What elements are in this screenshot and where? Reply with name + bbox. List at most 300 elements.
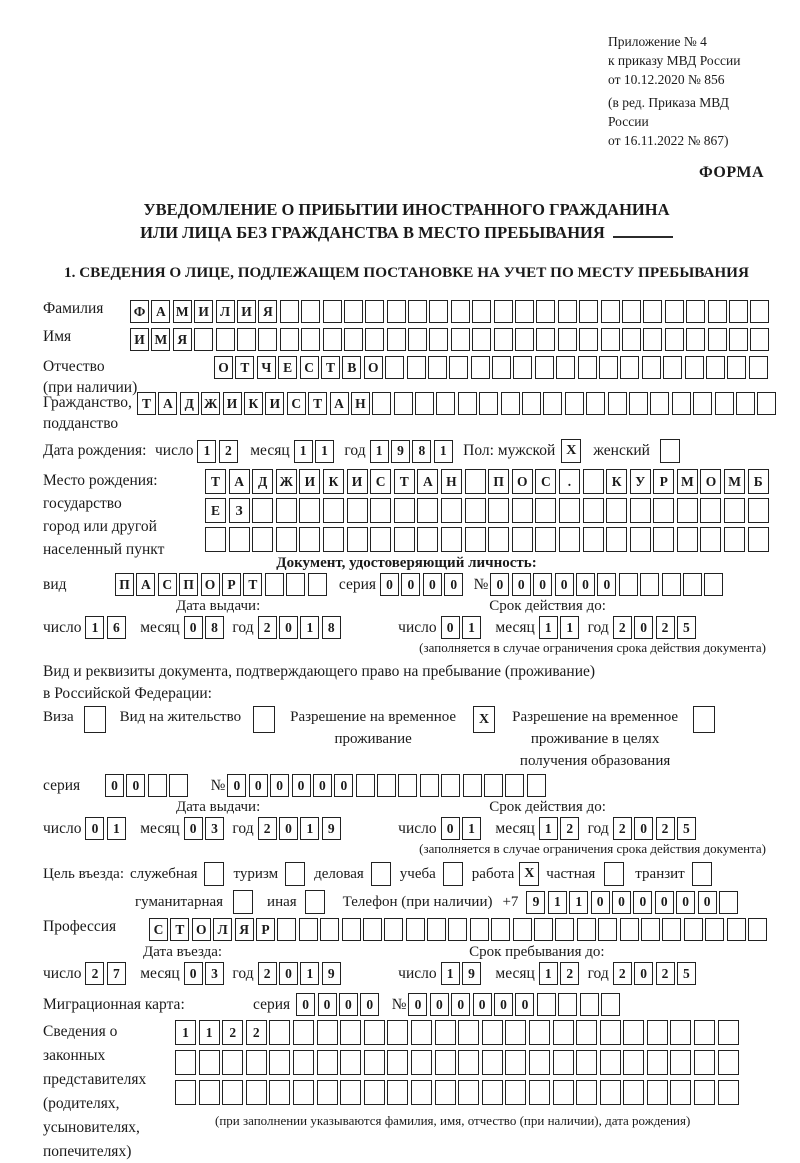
char-cell[interactable] <box>505 1020 526 1045</box>
char-cell[interactable]: 5 <box>677 616 696 639</box>
char-cell[interactable]: 0 <box>533 573 552 596</box>
char-cell[interactable] <box>643 328 662 351</box>
char-cell[interactable] <box>662 918 681 941</box>
char-cell[interactable] <box>535 527 556 552</box>
char-cell[interactable] <box>556 356 575 379</box>
char-cell[interactable] <box>377 774 396 797</box>
purpose-other-checkbox[interactable] <box>305 890 325 914</box>
char-cell[interactable] <box>269 1050 290 1075</box>
char-cell[interactable] <box>252 498 273 523</box>
char-cell[interactable]: 0 <box>634 616 653 639</box>
char-cell[interactable] <box>543 392 562 415</box>
char-cell[interactable] <box>647 1080 668 1105</box>
char-cell[interactable] <box>342 918 361 941</box>
char-cell[interactable] <box>665 300 684 323</box>
char-cell[interactable] <box>558 300 577 323</box>
char-cell[interactable] <box>435 1050 456 1075</box>
female-checkbox[interactable] <box>660 439 680 463</box>
char-cell[interactable]: А <box>151 300 170 323</box>
char-cell[interactable] <box>501 392 520 415</box>
char-cell[interactable] <box>482 1080 503 1105</box>
char-cell[interactable] <box>515 300 534 323</box>
char-cell[interactable] <box>323 527 344 552</box>
char-cell[interactable]: 1 <box>462 616 481 639</box>
char-cell[interactable] <box>317 1080 338 1105</box>
char-cell[interactable]: С <box>158 573 177 596</box>
char-cell[interactable] <box>492 356 511 379</box>
char-cell[interactable] <box>435 1020 456 1045</box>
char-cell[interactable] <box>286 573 305 596</box>
char-cell[interactable]: 0 <box>279 616 298 639</box>
char-cell[interactable] <box>576 1020 597 1045</box>
char-cell[interactable]: В <box>342 356 361 379</box>
char-cell[interactable] <box>293 1080 314 1105</box>
char-cell[interactable] <box>471 356 490 379</box>
char-cell[interactable] <box>505 1050 526 1075</box>
char-cell[interactable]: А <box>158 392 177 415</box>
char-cell[interactable]: 2 <box>656 962 675 985</box>
char-cell[interactable] <box>482 1050 503 1075</box>
char-cell[interactable] <box>694 1080 715 1105</box>
char-cell[interactable]: С <box>300 356 319 379</box>
char-cell[interactable] <box>583 527 604 552</box>
char-cell[interactable]: 1 <box>548 891 567 914</box>
char-cell[interactable]: 0 <box>676 891 695 914</box>
char-cell[interactable]: 1 <box>175 1020 196 1045</box>
char-cell[interactable]: С <box>287 392 306 415</box>
char-cell[interactable]: О <box>192 918 211 941</box>
char-cell[interactable] <box>718 1050 739 1075</box>
char-cell[interactable]: К <box>606 469 627 494</box>
char-cell[interactable] <box>536 300 555 323</box>
purpose-work-checkbox[interactable]: X <box>519 862 539 886</box>
purpose-private-checkbox[interactable] <box>604 862 624 886</box>
male-checkbox[interactable]: X <box>561 439 581 463</box>
char-cell[interactable]: 1 <box>294 440 313 463</box>
char-cell[interactable] <box>429 328 448 351</box>
char-cell[interactable] <box>417 498 438 523</box>
char-cell[interactable] <box>205 527 226 552</box>
char-cell[interactable] <box>694 1020 715 1045</box>
char-cell[interactable]: 1 <box>197 440 216 463</box>
char-cell[interactable]: 1 <box>539 817 558 840</box>
char-cell[interactable] <box>299 527 320 552</box>
char-cell[interactable] <box>449 356 468 379</box>
char-cell[interactable]: Н <box>351 392 370 415</box>
char-cell[interactable]: А <box>417 469 438 494</box>
char-cell[interactable]: И <box>347 469 368 494</box>
char-cell[interactable] <box>340 1050 361 1075</box>
char-cell[interactable] <box>559 498 580 523</box>
char-cell[interactable]: Н <box>441 469 462 494</box>
char-cell[interactable]: 0 <box>441 817 460 840</box>
char-cell[interactable]: П <box>115 573 134 596</box>
char-cell[interactable]: 1 <box>370 440 389 463</box>
char-cell[interactable]: К <box>244 392 263 415</box>
char-cell[interactable] <box>494 328 513 351</box>
char-cell[interactable]: 0 <box>597 573 616 596</box>
char-cell[interactable] <box>757 392 776 415</box>
char-cell[interactable] <box>694 1050 715 1075</box>
char-cell[interactable] <box>553 1050 574 1075</box>
char-cell[interactable]: 0 <box>423 573 442 596</box>
char-cell[interactable]: 1 <box>560 616 579 639</box>
char-cell[interactable] <box>727 356 746 379</box>
char-cell[interactable] <box>750 328 769 351</box>
char-cell[interactable]: Р <box>256 918 275 941</box>
char-cell[interactable] <box>578 356 597 379</box>
char-cell[interactable] <box>347 498 368 523</box>
char-cell[interactable]: 1 <box>300 817 319 840</box>
char-cell[interactable] <box>387 300 406 323</box>
char-cell[interactable] <box>685 356 704 379</box>
char-cell[interactable] <box>258 328 277 351</box>
char-cell[interactable] <box>650 392 669 415</box>
char-cell[interactable] <box>458 1050 479 1075</box>
char-cell[interactable]: 1 <box>300 616 319 639</box>
char-cell[interactable]: 2 <box>613 817 632 840</box>
temp-residence-edu-checkbox[interactable] <box>693 706 715 733</box>
char-cell[interactable]: 0 <box>634 962 653 985</box>
char-cell[interactable] <box>672 392 691 415</box>
char-cell[interactable] <box>317 1020 338 1045</box>
char-cell[interactable] <box>441 774 460 797</box>
char-cell[interactable]: 1 <box>300 962 319 985</box>
char-cell[interactable] <box>522 392 541 415</box>
char-cell[interactable] <box>494 300 513 323</box>
char-cell[interactable] <box>724 498 745 523</box>
char-cell[interactable]: И <box>130 328 149 351</box>
char-cell[interactable] <box>276 498 297 523</box>
char-cell[interactable]: 6 <box>107 616 126 639</box>
char-cell[interactable]: А <box>136 573 155 596</box>
char-cell[interactable]: 0 <box>270 774 289 797</box>
char-cell[interactable] <box>317 1050 338 1075</box>
char-cell[interactable]: 2 <box>258 616 277 639</box>
char-cell[interactable] <box>301 328 320 351</box>
char-cell[interactable] <box>252 527 273 552</box>
char-cell[interactable] <box>491 918 510 941</box>
char-cell[interactable] <box>488 527 509 552</box>
char-cell[interactable] <box>411 1020 432 1045</box>
char-cell[interactable]: Р <box>653 469 674 494</box>
char-cell[interactable] <box>606 498 627 523</box>
char-cell[interactable]: 2 <box>560 962 579 985</box>
char-cell[interactable] <box>408 300 427 323</box>
char-cell[interactable] <box>718 1080 739 1105</box>
char-cell[interactable] <box>600 1080 621 1105</box>
char-cell[interactable] <box>750 300 769 323</box>
char-cell[interactable] <box>370 498 391 523</box>
char-cell[interactable] <box>465 498 486 523</box>
char-cell[interactable] <box>600 1020 621 1045</box>
char-cell[interactable] <box>529 1020 550 1045</box>
char-cell[interactable]: 0 <box>126 774 145 797</box>
char-cell[interactable] <box>620 356 639 379</box>
char-cell[interactable] <box>420 774 439 797</box>
char-cell[interactable]: 2 <box>560 817 579 840</box>
char-cell[interactable]: 8 <box>205 616 224 639</box>
char-cell[interactable] <box>577 918 596 941</box>
char-cell[interactable] <box>269 1020 290 1045</box>
char-cell[interactable] <box>647 1020 668 1045</box>
char-cell[interactable] <box>394 392 413 415</box>
char-cell[interactable]: 0 <box>339 993 358 1016</box>
char-cell[interactable]: . <box>559 469 580 494</box>
char-cell[interactable]: 2 <box>258 817 277 840</box>
char-cell[interactable] <box>407 356 426 379</box>
char-cell[interactable]: С <box>149 918 168 941</box>
char-cell[interactable]: 0 <box>655 891 674 914</box>
char-cell[interactable] <box>384 918 403 941</box>
char-cell[interactable] <box>387 1080 408 1105</box>
char-cell[interactable] <box>435 1080 456 1105</box>
char-cell[interactable] <box>677 527 698 552</box>
char-cell[interactable] <box>394 527 415 552</box>
char-cell[interactable] <box>299 498 320 523</box>
char-cell[interactable] <box>729 328 748 351</box>
char-cell[interactable] <box>222 1080 243 1105</box>
char-cell[interactable] <box>534 918 553 941</box>
char-cell[interactable] <box>729 300 748 323</box>
char-cell[interactable] <box>719 891 738 914</box>
char-cell[interactable]: Т <box>235 356 254 379</box>
char-cell[interactable] <box>600 1050 621 1075</box>
char-cell[interactable] <box>465 469 486 494</box>
char-cell[interactable]: Д <box>180 392 199 415</box>
char-cell[interactable]: 0 <box>515 993 534 1016</box>
char-cell[interactable] <box>458 1080 479 1105</box>
char-cell[interactable] <box>398 774 417 797</box>
char-cell[interactable] <box>706 356 725 379</box>
char-cell[interactable] <box>411 1080 432 1105</box>
char-cell[interactable] <box>662 573 681 596</box>
char-cell[interactable]: 0 <box>85 817 104 840</box>
char-cell[interactable] <box>529 1080 550 1105</box>
char-cell[interactable]: 1 <box>569 891 588 914</box>
char-cell[interactable]: 0 <box>444 573 463 596</box>
char-cell[interactable] <box>641 918 660 941</box>
char-cell[interactable] <box>246 1050 267 1075</box>
char-cell[interactable] <box>700 498 721 523</box>
char-cell[interactable]: 1 <box>107 817 126 840</box>
char-cell[interactable]: 0 <box>296 993 315 1016</box>
char-cell[interactable]: 0 <box>490 573 509 596</box>
char-cell[interactable]: 0 <box>318 993 337 1016</box>
char-cell[interactable]: А <box>330 392 349 415</box>
char-cell[interactable] <box>598 918 617 941</box>
char-cell[interactable] <box>347 527 368 552</box>
char-cell[interactable]: 0 <box>451 993 470 1016</box>
char-cell[interactable] <box>583 498 604 523</box>
char-cell[interactable] <box>441 498 462 523</box>
char-cell[interactable] <box>559 527 580 552</box>
char-cell[interactable]: 0 <box>334 774 353 797</box>
char-cell[interactable] <box>465 527 486 552</box>
char-cell[interactable]: Я <box>235 918 254 941</box>
char-cell[interactable]: Я <box>258 300 277 323</box>
char-cell[interactable] <box>535 356 554 379</box>
char-cell[interactable]: Ж <box>276 469 297 494</box>
char-cell[interactable]: Т <box>308 392 327 415</box>
char-cell[interactable] <box>269 1080 290 1105</box>
char-cell[interactable] <box>364 1050 385 1075</box>
char-cell[interactable] <box>535 498 556 523</box>
char-cell[interactable] <box>246 1080 267 1105</box>
char-cell[interactable] <box>727 918 746 941</box>
char-cell[interactable]: 0 <box>512 573 531 596</box>
char-cell[interactable]: 0 <box>105 774 124 797</box>
purpose-transit-checkbox[interactable] <box>692 862 712 886</box>
temp-residence-checkbox[interactable]: X <box>473 706 495 733</box>
char-cell[interactable]: 0 <box>633 891 652 914</box>
char-cell[interactable] <box>293 1020 314 1045</box>
char-cell[interactable] <box>580 993 599 1016</box>
char-cell[interactable] <box>622 328 641 351</box>
char-cell[interactable] <box>320 918 339 941</box>
char-cell[interactable]: И <box>299 469 320 494</box>
char-cell[interactable] <box>199 1050 220 1075</box>
char-cell[interactable] <box>448 918 467 941</box>
char-cell[interactable]: Т <box>205 469 226 494</box>
char-cell[interactable]: 9 <box>462 962 481 985</box>
char-cell[interactable] <box>387 1020 408 1045</box>
char-cell[interactable]: 0 <box>279 817 298 840</box>
char-cell[interactable] <box>505 774 524 797</box>
char-cell[interactable] <box>148 774 167 797</box>
char-cell[interactable] <box>470 918 489 941</box>
char-cell[interactable]: 9 <box>391 440 410 463</box>
visa-checkbox[interactable] <box>84 706 106 733</box>
char-cell[interactable]: О <box>214 356 233 379</box>
residence-permit-checkbox[interactable] <box>253 706 275 733</box>
char-cell[interactable] <box>387 328 406 351</box>
char-cell[interactable]: Т <box>137 392 156 415</box>
char-cell[interactable]: 0 <box>313 774 332 797</box>
char-cell[interactable]: 2 <box>613 616 632 639</box>
char-cell[interactable]: Я <box>173 328 192 351</box>
purpose-business-checkbox[interactable] <box>371 862 391 886</box>
char-cell[interactable] <box>415 392 434 415</box>
char-cell[interactable]: 0 <box>292 774 311 797</box>
char-cell[interactable]: 0 <box>698 891 717 914</box>
char-cell[interactable] <box>417 527 438 552</box>
char-cell[interactable] <box>653 527 674 552</box>
char-cell[interactable] <box>693 392 712 415</box>
char-cell[interactable] <box>199 1080 220 1105</box>
char-cell[interactable] <box>619 573 638 596</box>
char-cell[interactable] <box>512 498 533 523</box>
char-cell[interactable] <box>428 356 447 379</box>
char-cell[interactable]: 0 <box>380 573 399 596</box>
char-cell[interactable] <box>515 328 534 351</box>
char-cell[interactable]: Ф <box>130 300 149 323</box>
char-cell[interactable] <box>704 573 723 596</box>
char-cell[interactable]: 2 <box>219 440 238 463</box>
char-cell[interactable] <box>484 774 503 797</box>
purpose-tourism-checkbox[interactable] <box>285 862 305 886</box>
char-cell[interactable]: 9 <box>526 891 545 914</box>
char-cell[interactable]: Е <box>205 498 226 523</box>
char-cell[interactable] <box>683 573 702 596</box>
char-cell[interactable]: 1 <box>85 616 104 639</box>
char-cell[interactable] <box>748 498 769 523</box>
char-cell[interactable] <box>406 918 425 941</box>
purpose-study-checkbox[interactable] <box>443 862 463 886</box>
char-cell[interactable]: 2 <box>222 1020 243 1045</box>
char-cell[interactable]: 0 <box>441 616 460 639</box>
char-cell[interactable]: С <box>535 469 556 494</box>
char-cell[interactable]: 8 <box>322 616 341 639</box>
char-cell[interactable] <box>708 328 727 351</box>
char-cell[interactable]: П <box>179 573 198 596</box>
char-cell[interactable] <box>277 918 296 941</box>
char-cell[interactable] <box>479 392 498 415</box>
char-cell[interactable] <box>653 498 674 523</box>
char-cell[interactable]: 1 <box>462 817 481 840</box>
char-cell[interactable] <box>323 498 344 523</box>
char-cell[interactable] <box>308 573 327 596</box>
char-cell[interactable] <box>276 527 297 552</box>
char-cell[interactable] <box>553 1080 574 1105</box>
char-cell[interactable] <box>229 527 250 552</box>
char-cell[interactable] <box>280 300 299 323</box>
char-cell[interactable]: О <box>700 469 721 494</box>
char-cell[interactable] <box>411 1050 432 1075</box>
char-cell[interactable]: Л <box>216 300 235 323</box>
char-cell[interactable]: 0 <box>430 993 449 1016</box>
char-cell[interactable] <box>482 1020 503 1045</box>
purpose-official-checkbox[interactable] <box>204 862 224 886</box>
char-cell[interactable]: 5 <box>677 817 696 840</box>
char-cell[interactable] <box>169 774 188 797</box>
char-cell[interactable] <box>458 392 477 415</box>
char-cell[interactable]: 0 <box>184 616 203 639</box>
char-cell[interactable] <box>364 1020 385 1045</box>
char-cell[interactable] <box>408 328 427 351</box>
char-cell[interactable]: Т <box>321 356 340 379</box>
char-cell[interactable]: 0 <box>184 817 203 840</box>
char-cell[interactable]: П <box>488 469 509 494</box>
char-cell[interactable] <box>623 1050 644 1075</box>
char-cell[interactable]: А <box>229 469 250 494</box>
char-cell[interactable] <box>579 328 598 351</box>
char-cell[interactable] <box>513 918 532 941</box>
char-cell[interactable]: 8 <box>412 440 431 463</box>
char-cell[interactable] <box>365 300 384 323</box>
char-cell[interactable]: 0 <box>227 774 246 797</box>
char-cell[interactable] <box>344 300 363 323</box>
char-cell[interactable] <box>216 328 235 351</box>
char-cell[interactable] <box>665 328 684 351</box>
char-cell[interactable]: 2 <box>656 616 675 639</box>
char-cell[interactable] <box>536 328 555 351</box>
char-cell[interactable] <box>194 328 213 351</box>
char-cell[interactable]: 0 <box>473 993 492 1016</box>
char-cell[interactable] <box>553 1020 574 1045</box>
char-cell[interactable] <box>280 328 299 351</box>
char-cell[interactable]: 2 <box>656 817 675 840</box>
char-cell[interactable] <box>601 328 620 351</box>
char-cell[interactable] <box>555 918 574 941</box>
char-cell[interactable] <box>363 918 382 941</box>
char-cell[interactable] <box>429 300 448 323</box>
char-cell[interactable] <box>705 918 724 941</box>
char-cell[interactable] <box>472 300 491 323</box>
char-cell[interactable] <box>451 300 470 323</box>
char-cell[interactable]: О <box>512 469 533 494</box>
char-cell[interactable]: О <box>364 356 383 379</box>
